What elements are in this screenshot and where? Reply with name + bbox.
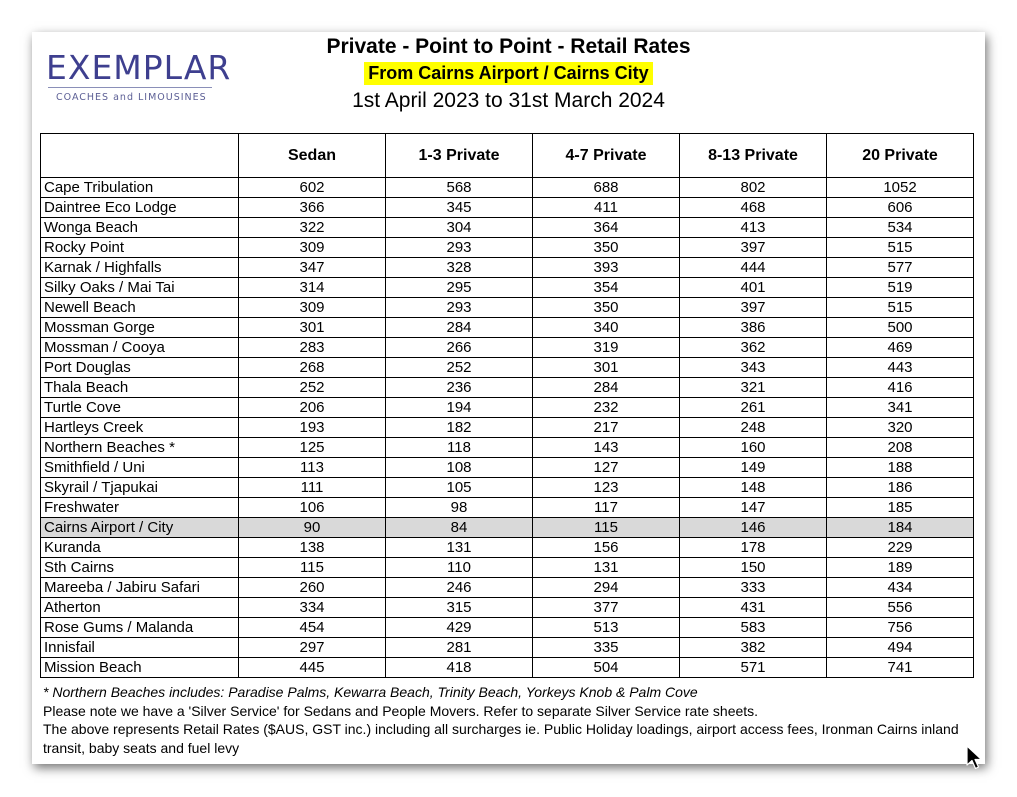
rate-cell-sedan: 268 [239, 358, 386, 378]
rate-cell-4-7-private: 131 [533, 558, 680, 578]
rate-cell-8-13-private: 150 [680, 558, 827, 578]
rate-cell-8-13-private: 397 [680, 298, 827, 318]
rate-cell-8-13-private: 362 [680, 338, 827, 358]
rate-cell-1-3-private: 131 [386, 538, 533, 558]
destination-cell: Sth Cairns [41, 558, 239, 578]
rate-cell-sedan: 125 [239, 438, 386, 458]
rate-cell-20-private: 741 [827, 658, 974, 678]
destination-cell: Mission Beach [41, 658, 239, 678]
rate-cell-sedan: 445 [239, 658, 386, 678]
destination-cell: Smithfield / Uni [41, 458, 239, 478]
rate-cell-1-3-private: 293 [386, 238, 533, 258]
rate-cell-1-3-private: 304 [386, 218, 533, 238]
destination-cell: Freshwater [41, 498, 239, 518]
rate-cell-20-private: 577 [827, 258, 974, 278]
table-row [41, 318, 974, 338]
destination-cell: Mossman Gorge [41, 318, 239, 338]
rate-cell-20-private: 434 [827, 578, 974, 598]
rate-cell-4-7-private: 354 [533, 278, 680, 298]
table-row [41, 438, 974, 458]
rate-cell-4-7-private: 115 [533, 518, 680, 538]
rate-cell-4-7-private: 377 [533, 598, 680, 618]
rate-cell-4-7-private: 301 [533, 358, 680, 378]
rate-cell-1-3-private: 110 [386, 558, 533, 578]
rate-cell-8-13-private: 468 [680, 198, 827, 218]
rate-cell-20-private: 556 [827, 598, 974, 618]
destination-cell: Rocky Point [41, 238, 239, 258]
table-row [41, 498, 974, 518]
rate-cell-20-private: 341 [827, 398, 974, 418]
rate-cell-4-7-private: 127 [533, 458, 680, 478]
rate-cell-sedan: 309 [239, 298, 386, 318]
table-row [41, 358, 974, 378]
rate-cell-8-13-private: 571 [680, 658, 827, 678]
rates-table-body [41, 178, 974, 678]
rate-cell-4-7-private: 319 [533, 338, 680, 358]
column-header-sedan: Sedan [239, 134, 386, 178]
column-header-4-7-private: 4-7 Private [533, 134, 680, 178]
rate-cell-1-3-private: 568 [386, 178, 533, 198]
destination-cell: Turtle Cove [41, 398, 239, 418]
rate-cell-sedan: 297 [239, 638, 386, 658]
rate-cell-4-7-private: 504 [533, 658, 680, 678]
rate-cell-sedan: 193 [239, 418, 386, 438]
logo-tagline: COACHES and LIMOUSINES [56, 92, 207, 103]
rate-cell-sedan: 260 [239, 578, 386, 598]
rate-cell-20-private: 534 [827, 218, 974, 238]
rate-cell-20-private: 515 [827, 238, 974, 258]
rate-cell-sedan: 113 [239, 458, 386, 478]
rate-cell-sedan: 283 [239, 338, 386, 358]
rate-cell-8-13-private: 160 [680, 438, 827, 458]
rate-cell-8-13-private: 248 [680, 418, 827, 438]
destination-cell: Kuranda [41, 538, 239, 558]
rate-cell-4-7-private: 335 [533, 638, 680, 658]
rate-cell-8-13-private: 386 [680, 318, 827, 338]
rate-cell-20-private: 1052 [827, 178, 974, 198]
destination-cell: Innisfail [41, 638, 239, 658]
column-header-20-private: 20 Private [827, 134, 974, 178]
column-header-8-13-private: 8-13 Private [680, 134, 827, 178]
rate-cell-20-private: 229 [827, 538, 974, 558]
rate-cell-8-13-private: 333 [680, 578, 827, 598]
column-header-1-3-private: 1-3 Private [386, 134, 533, 178]
rate-cell-20-private: 184 [827, 518, 974, 538]
rate-cell-sedan: 366 [239, 198, 386, 218]
rate-cell-20-private: 186 [827, 478, 974, 498]
rate-cell-4-7-private: 294 [533, 578, 680, 598]
rate-cell-1-3-private: 98 [386, 498, 533, 518]
rate-cell-8-13-private: 583 [680, 618, 827, 638]
column-header-destination [41, 134, 239, 178]
rate-cell-8-13-private: 431 [680, 598, 827, 618]
rate-cell-8-13-private: 149 [680, 458, 827, 478]
destination-cell: Port Douglas [41, 358, 239, 378]
table-row [41, 298, 974, 318]
rate-cell-4-7-private: 284 [533, 378, 680, 398]
destination-cell: Northern Beaches * [41, 438, 239, 458]
rate-cell-8-13-private: 444 [680, 258, 827, 278]
mouse-pointer-icon [966, 745, 984, 771]
rate-cell-4-7-private: 513 [533, 618, 680, 638]
table-row [41, 258, 974, 278]
rate-cell-4-7-private: 143 [533, 438, 680, 458]
destination-cell: Silky Oaks / Mai Tai [41, 278, 239, 298]
destination-cell: Thala Beach [41, 378, 239, 398]
rate-cell-1-3-private: 315 [386, 598, 533, 618]
rate-cell-20-private: 185 [827, 498, 974, 518]
rate-cell-20-private: 756 [827, 618, 974, 638]
table-row [41, 278, 974, 298]
table-row [41, 218, 974, 238]
footnote-silver-service: Please note we have a 'Silver Service' for Sedans and People Movers. Refer to separate Silver Service rate sheets. [43, 702, 759, 719]
rate-cell-sedan: 106 [239, 498, 386, 518]
rate-cell-sedan: 252 [239, 378, 386, 398]
rate-cell-sedan: 206 [239, 398, 386, 418]
rate-cell-4-7-private: 350 [533, 298, 680, 318]
rate-cell-8-13-private: 413 [680, 218, 827, 238]
rate-cell-20-private: 208 [827, 438, 974, 458]
rate-cell-sedan: 111 [239, 478, 386, 498]
rate-cell-4-7-private: 156 [533, 538, 680, 558]
destination-cell: Hartleys Creek [41, 418, 239, 438]
rate-cell-4-7-private: 217 [533, 418, 680, 438]
rate-cell-1-3-private: 84 [386, 518, 533, 538]
page-title: Private - Point to Point - Retail Rates [326, 35, 691, 58]
rate-cell-8-13-private: 148 [680, 478, 827, 498]
table-row [41, 198, 974, 218]
table-row [41, 618, 974, 638]
date-range: 1st April 2023 to 31st March 2024 [352, 89, 665, 112]
rate-cell-sedan: 314 [239, 278, 386, 298]
rate-cell-8-13-private: 802 [680, 178, 827, 198]
rate-cell-20-private: 469 [827, 338, 974, 358]
rate-cell-sedan: 334 [239, 598, 386, 618]
table-row [41, 338, 974, 358]
rate-cell-20-private: 606 [827, 198, 974, 218]
rate-cell-1-3-private: 194 [386, 398, 533, 418]
table-row [41, 518, 974, 538]
destination-cell: Daintree Eco Lodge [41, 198, 239, 218]
rate-cell-8-13-private: 147 [680, 498, 827, 518]
rate-cell-20-private: 515 [827, 298, 974, 318]
table-row [41, 598, 974, 618]
destination-cell: Wonga Beach [41, 218, 239, 238]
rate-cell-1-3-private: 182 [386, 418, 533, 438]
rate-cell-1-3-private: 252 [386, 358, 533, 378]
logo-rule [48, 87, 212, 88]
rate-cell-1-3-private: 281 [386, 638, 533, 658]
rate-cell-20-private: 500 [827, 318, 974, 338]
rate-cell-sedan: 322 [239, 218, 386, 238]
table-row [41, 558, 974, 578]
rate-cell-8-13-private: 401 [680, 278, 827, 298]
destination-cell: Atherton [41, 598, 239, 618]
rates-table [40, 133, 974, 678]
rate-cell-4-7-private: 117 [533, 498, 680, 518]
rate-cell-4-7-private: 340 [533, 318, 680, 338]
logo-wordmark: EXEMPLAR [46, 48, 232, 87]
rate-cell-8-13-private: 382 [680, 638, 827, 658]
rate-cell-sedan: 309 [239, 238, 386, 258]
rate-cell-20-private: 320 [827, 418, 974, 438]
rate-cell-1-3-private: 328 [386, 258, 533, 278]
rate-cell-1-3-private: 105 [386, 478, 533, 498]
table-row [41, 658, 974, 678]
destination-cell: Cape Tribulation [41, 178, 239, 198]
rate-cell-20-private: 519 [827, 278, 974, 298]
rate-cell-20-private: 494 [827, 638, 974, 658]
rate-cell-sedan: 90 [239, 518, 386, 538]
footnote-northern-beaches: * Northern Beaches includes: Paradise Palms, Kewarra Beach, Trinity Beach, Yorkeys Knob & Palm Cove [43, 684, 698, 700]
rate-cell-20-private: 443 [827, 358, 974, 378]
rate-cell-sedan: 602 [239, 178, 386, 198]
table-row [41, 238, 974, 258]
table-row [41, 378, 974, 398]
destination-cell: Rose Gums / Malanda [41, 618, 239, 638]
page-subtitle: From Cairns Airport / Cairns City [364, 62, 652, 85]
rate-cell-1-3-private: 284 [386, 318, 533, 338]
rate-cell-8-13-private: 397 [680, 238, 827, 258]
rate-cell-1-3-private: 108 [386, 458, 533, 478]
rate-sheet-page [32, 32, 985, 764]
destination-cell: Mareeba / Jabiru Safari [41, 578, 239, 598]
rate-cell-8-13-private: 343 [680, 358, 827, 378]
table-header-row [41, 134, 974, 178]
rate-cell-4-7-private: 393 [533, 258, 680, 278]
rate-cell-sedan: 347 [239, 258, 386, 278]
rate-cell-1-3-private: 118 [386, 438, 533, 458]
rate-cell-1-3-private: 295 [386, 278, 533, 298]
rate-cell-4-7-private: 364 [533, 218, 680, 238]
rate-cell-sedan: 138 [239, 538, 386, 558]
rate-cell-4-7-private: 123 [533, 478, 680, 498]
rate-cell-1-3-private: 266 [386, 338, 533, 358]
rate-cell-1-3-private: 246 [386, 578, 533, 598]
rate-cell-sedan: 301 [239, 318, 386, 338]
destination-cell: Newell Beach [41, 298, 239, 318]
rate-cell-sedan: 115 [239, 558, 386, 578]
table-row [41, 178, 974, 198]
rate-cell-1-3-private: 429 [386, 618, 533, 638]
rate-cell-4-7-private: 232 [533, 398, 680, 418]
footnote-retail-rates: The above represents Retail Rates ($AUS, GST inc.) including all surcharges ie. Public Holiday loadings, airport access fees, Ironman Cairns inland transit, baby seats and fuel levy [43, 721, 959, 756]
rate-cell-4-7-private: 688 [533, 178, 680, 198]
table-row [41, 458, 974, 478]
destination-cell: Skyrail / Tjapukai [41, 478, 239, 498]
rate-cell-1-3-private: 418 [386, 658, 533, 678]
rate-cell-20-private: 416 [827, 378, 974, 398]
footnotes [43, 683, 973, 757]
rate-cell-20-private: 188 [827, 458, 974, 478]
table-row [41, 398, 974, 418]
table-row [41, 478, 974, 498]
destination-cell: Mossman / Cooya [41, 338, 239, 358]
rate-cell-8-13-private: 146 [680, 518, 827, 538]
rate-cell-8-13-private: 178 [680, 538, 827, 558]
subtitle-wrapper [32, 62, 985, 85]
rate-cell-1-3-private: 293 [386, 298, 533, 318]
rate-cell-8-13-private: 261 [680, 398, 827, 418]
table-row [41, 638, 974, 658]
rate-cell-1-3-private: 345 [386, 198, 533, 218]
rate-cell-sedan: 454 [239, 618, 386, 638]
table-row [41, 418, 974, 438]
rate-cell-1-3-private: 236 [386, 378, 533, 398]
destination-cell: Karnak / Highfalls [41, 258, 239, 278]
rate-cell-4-7-private: 411 [533, 198, 680, 218]
destination-cell: Cairns Airport / City [41, 518, 239, 538]
table-row [41, 538, 974, 558]
rate-cell-4-7-private: 350 [533, 238, 680, 258]
table-row [41, 578, 974, 598]
rate-cell-20-private: 189 [827, 558, 974, 578]
rate-cell-8-13-private: 321 [680, 378, 827, 398]
